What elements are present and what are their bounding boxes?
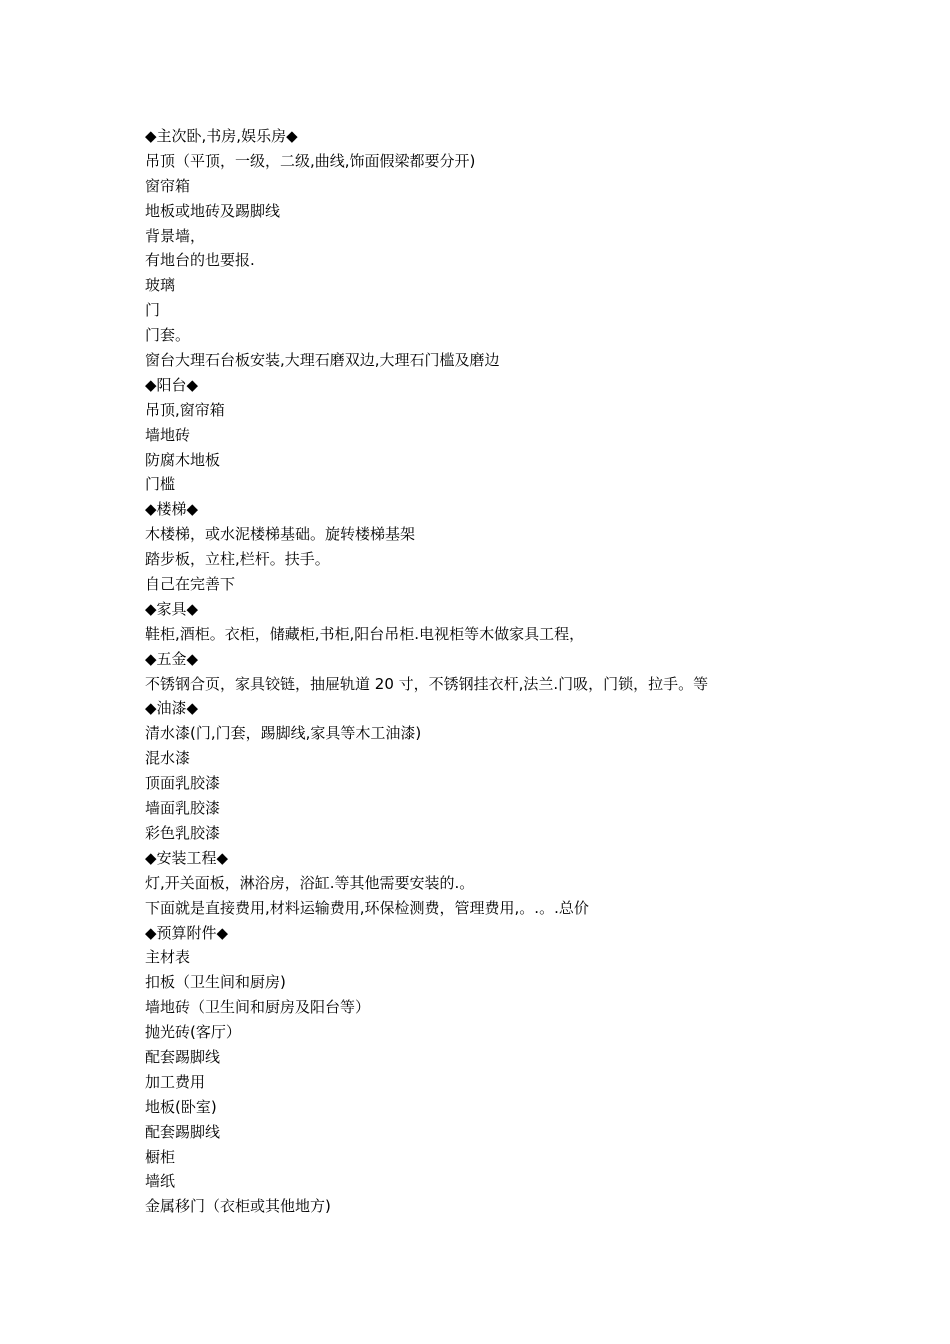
text-line: 彩色乳胶漆 [145,823,221,842]
text-line: 配套踢脚线 [145,1047,221,1066]
section-heading-bedrooms: ◆主次卧,书房,娱乐房◆ [145,127,298,145]
section-heading-stairs: ◆楼梯◆ [145,500,199,519]
text-line: 墙纸 [145,1172,176,1191]
text-line: 地板(卧室) [145,1097,217,1116]
document-body [145,124,925,1219]
text-line: 加工费用 [145,1072,206,1091]
text-line: 窗帘箱 [145,176,191,195]
text-line: 防腐木地板 [145,450,221,469]
text-line: 吊顶,窗帘箱 [145,400,225,419]
text-line: 灯,开关面板，淋浴房，浴缸.等其他需要安装的.。 [145,873,475,892]
text-line: 门槛 [145,475,176,494]
text-line: 清水漆(门,门套，踢脚线,家具等木工油漆) [145,724,422,743]
text-line: 金属移门（衣柜或其他地方) [145,1197,331,1216]
text-line: 吊顶（平顶，一级，二级,曲线,饰面假梁都要分开) [145,151,476,170]
section-heading-budget-appendix: ◆预算附件◆ [145,923,229,942]
text-line: 主材表 [145,948,191,967]
text-line: 木楼梯，或水泥楼梯基础。旋转楼梯基架 [145,525,416,544]
section-heading-installation: ◆安装工程◆ [145,848,229,867]
section-heading-paint: ◆油漆◆ [145,699,199,718]
text-line: 门 [145,301,161,320]
text-line: 抛光砖(客厅） [145,1023,241,1042]
text-line: 玻璃 [145,276,176,295]
text-line: 窗台大理石台板安装,大理石磨双边,大理石门槛及磨边 [145,351,500,370]
text-line: 门套。 [145,326,191,345]
text-line: 混水漆 [145,749,191,768]
section-heading-furniture: ◆家具◆ [145,599,199,618]
text-line: 墙面乳胶漆 [145,799,221,818]
section-heading-balcony: ◆阳台◆ [145,375,199,394]
text-line: 地板或地砖及踢脚线 [145,201,281,220]
text-line: 配套踢脚线 [145,1122,221,1141]
text-line: 不锈钢合页，家具铰链，抽屉轨道 20 寸，不锈钢挂衣杆,法兰.门吸，门锁，拉手。等 [145,674,709,693]
text-line: 橱柜 [145,1147,176,1166]
text-line: 背景墙， [145,226,206,245]
text-line: 踏步板，立柱,栏杆。扶手。 [145,550,330,569]
text-line: 扣板（卫生间和厨房) [145,973,286,992]
text-line: 墙地砖 [145,425,191,444]
text-line: 墙地砖（卫生间和厨房及阳台等） [145,998,371,1017]
text-line: 有地台的也要报. [145,251,255,270]
text-line: 鞋柜,酒柜。衣柜，储藏柜,书柜,阳台吊柜.电视柜等木做家具工程， [145,624,585,643]
section-heading-hardware: ◆五金◆ [145,649,199,668]
text-line: 下面就是直接费用,材料运输费用,环保检测费，管理费用,。.。.总价 [145,898,589,917]
text-line: 自己在完善下 [145,575,236,594]
text-line: 顶面乳胶漆 [145,774,221,793]
